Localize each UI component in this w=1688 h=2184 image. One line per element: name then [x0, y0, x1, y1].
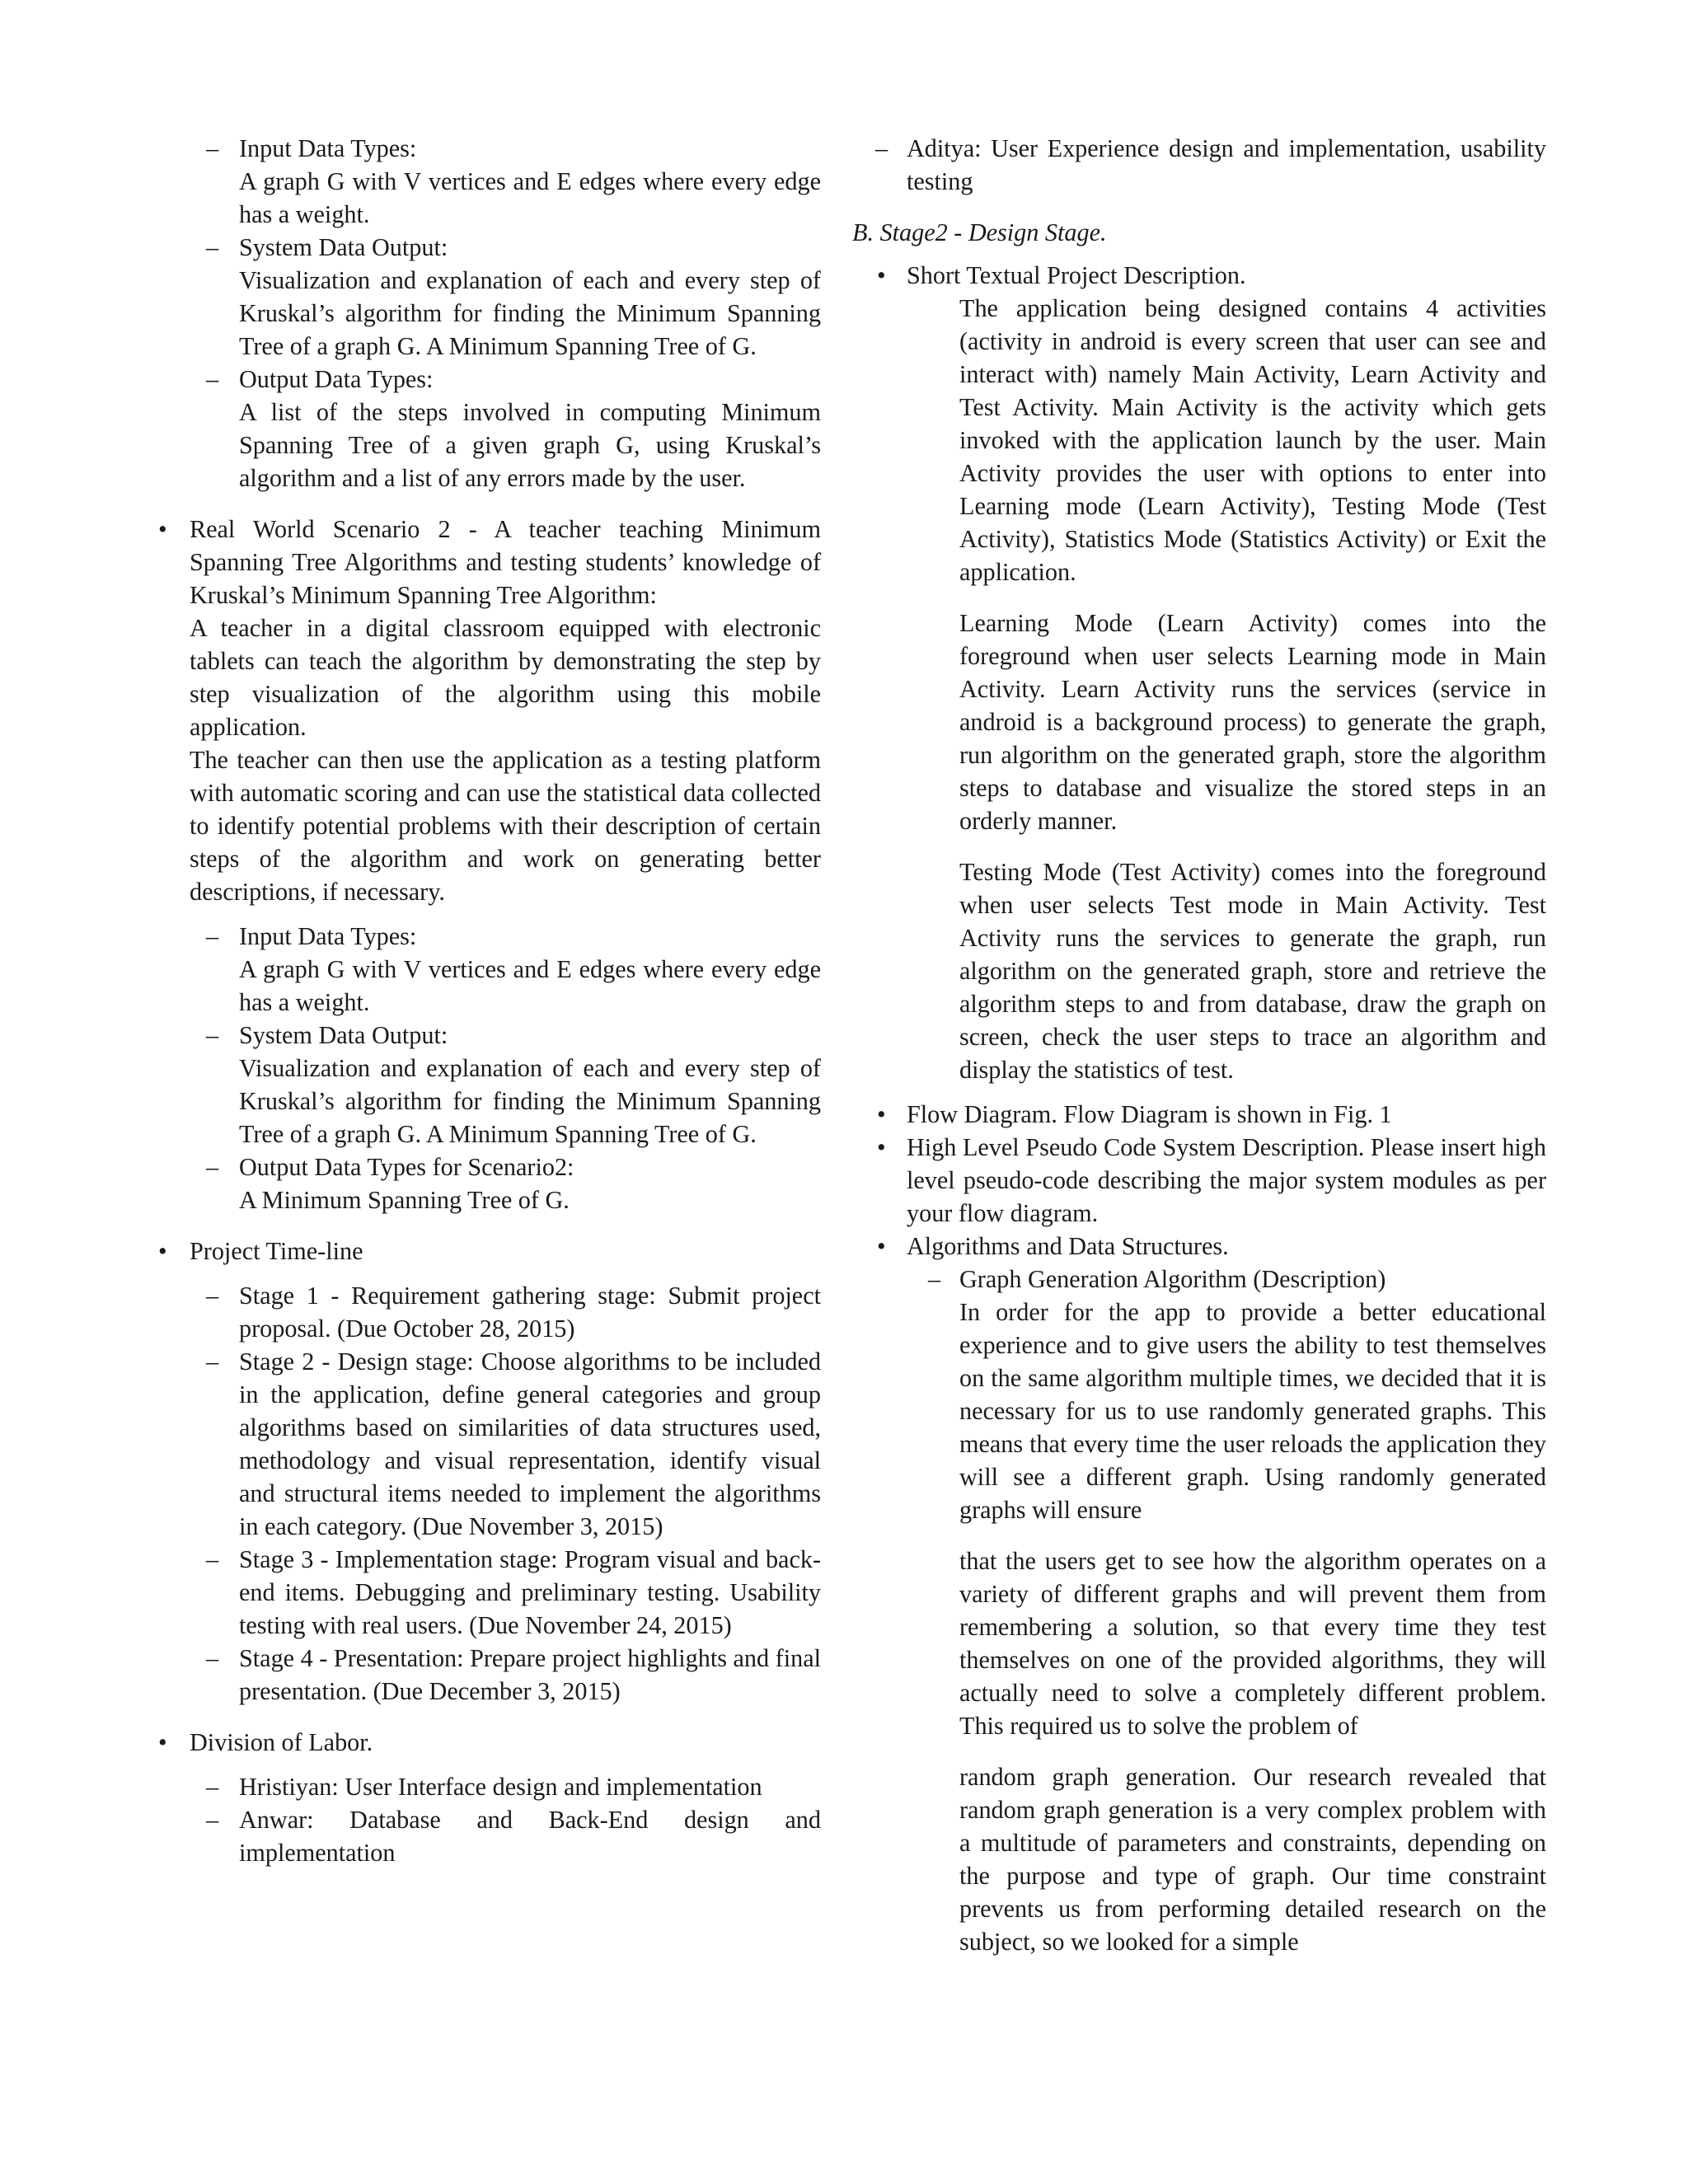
s1-input-label: Input Data Types: [239, 134, 417, 162]
right-column [852, 132, 1546, 1958]
labor-member-1 [155, 1770, 821, 1803]
s2-input-text: A graph G with V vertices and E edges where every edge has a weight. [239, 955, 821, 1016]
bullet-mark: • [158, 1728, 167, 1756]
desc-title: Short Textual Project Description. [907, 261, 1246, 289]
s1-input-item [155, 132, 821, 231]
s2-sysout-text: Visualization and explanation of each and every step of Kruskal’s algorithm for finding the Minimum Spanning Tree of a graph G. A Minimum Spanning Tree of G. [239, 1054, 821, 1148]
graph-gen-item [852, 1263, 1546, 1958]
scenario2-item [155, 513, 821, 908]
labor-text: Aditya: User Experience design and implementation, usability testing [907, 134, 1546, 195]
dash-mark: – [206, 922, 219, 950]
timeline-item [155, 1235, 821, 1268]
graph-gen-para3: random graph generation. Our research revealed that random graph generation is a very complex problem with a multitude of parameters and constraints, depending on the purpose and type of graph. Our time constraint prevents us from performing detailed research on the subject, so we looked for a simple [959, 1763, 1546, 1956]
dash-mark: – [928, 1265, 941, 1293]
s1-output-label: Output Data Types: [239, 365, 434, 393]
algos-item [852, 1230, 1546, 1263]
timeline-stage-4 [155, 1642, 821, 1708]
stage-text: Stage 4 - Presentation: Prepare project highlights and final presentation. (Due December 3, 2015) [239, 1644, 821, 1705]
dash-mark: – [206, 1153, 219, 1181]
pseudo-text: High Level Pseudo Code System Description. Please insert high level pseudo-code describing the major system modules as per your flow diagram. [907, 1133, 1546, 1227]
labor-item [155, 1726, 821, 1759]
bullet-mark: • [158, 1237, 167, 1265]
s1-sysout-item [155, 231, 821, 363]
bullet-mark: • [877, 1232, 886, 1260]
graph-gen-para2: that the users get to see how the algorithm operates on a variety of different graphs and will prevent them from remembering a solution, so that every time they test themselves on one of the provided algorithms, they will actually need to solve a completely different problem. This required us to solve the problem of [959, 1547, 1546, 1740]
bullet-mark: • [877, 261, 886, 289]
labor-text: Anwar: Database and Back-End design and implementation [239, 1806, 821, 1867]
dash-mark: – [206, 1806, 219, 1834]
bullet-mark: • [158, 515, 167, 543]
dash-mark: – [875, 134, 889, 162]
s1-input-text: A graph G with V vertices and E edges where every edge has a weight. [239, 167, 821, 228]
pseudo-item [852, 1131, 1546, 1230]
flow-item [852, 1098, 1546, 1131]
dash-mark: – [206, 1773, 219, 1801]
dash-mark: – [206, 365, 219, 393]
s1-output-text: A list of the steps involved in computing Minimum Spanning Tree of a given graph G, using Kruskal’s algorithm and a list of any errors made by the user. [239, 398, 821, 492]
timeline-stage-3 [155, 1543, 821, 1642]
stage-text: Stage 1 - Requirement gathering stage: Submit project proposal. (Due October 28, 2015) [239, 1282, 821, 1343]
s2-output-item [155, 1151, 821, 1216]
desc-para2: Learning Mode (Learn Activity) comes into the foreground when user selects Learning mode in Main Activity. Learn Activity runs the services (service in android is a background process) to generate the graph, run algorithm on the generated graph, store the algorithm steps to database and visualize the stored steps in an orderly manner. [959, 609, 1546, 835]
desc-item [852, 259, 1546, 292]
dash-mark: – [206, 233, 219, 261]
algos-title: Algorithms and Data Structures. [907, 1232, 1229, 1260]
s2-input-label: Input Data Types: [239, 922, 417, 950]
flow-text: Flow Diagram. Flow Diagram is shown in Fig. 1 [907, 1100, 1392, 1128]
scenario2-para2: The teacher can then use the application as a testing platform with automatic scoring and can use the statistical data collected to identify potential problems with their description of certain steps of the algorithm and work on generating better descriptions, if necessary. [190, 746, 821, 906]
s1-sysout-text: Visualization and explanation of each and every step of Kruskal’s algorithm for finding the Minimum Spanning Tree of a graph G. A Minimum Spanning Tree of G. [239, 266, 821, 360]
stage-text: Stage 2 - Design stage: Choose algorithms to be included in the application, define general categories and group algorithms based on similarities of data structures used, methodology and visual representation, identify visual and structural items needed to implement the algorithms in each category. (Due November 3, 2015) [239, 1347, 821, 1540]
labor-text: Hristiyan: User Interface design and implementation [239, 1773, 762, 1801]
timeline-title: Project Time-line [190, 1237, 363, 1265]
s2-output-label: Output Data Types for Scenario2: [239, 1153, 574, 1181]
desc-paragraphs [852, 292, 1546, 1086]
section-heading: B. Stage2 - Design Stage. [852, 218, 1107, 246]
s2-sysout-item [155, 1019, 821, 1151]
scenario2-para1: A teacher in a digital classroom equipped with electronic tablets can teach the algorithm by demonstrating the step by step visualization of the algorithm using this mobile application. [190, 614, 821, 741]
dash-mark: – [206, 1545, 219, 1573]
desc-para3: Testing Mode (Test Activity) comes into the foreground when user selects Test mode in Main Activity. Test Activity runs the services to generate the graph, run algorithm on the generated graph, store and retrieve the algorithm steps to and from database, draw the graph on screen, check the user steps to trace an algorithm and display the statistics of test. [959, 858, 1546, 1084]
scenario2-title: Real World Scenario 2 - A teacher teaching Minimum Spanning Tree Algorithms and testing students’ knowledge of Kruskal’s Minimum Spanning Tree Algorithm: [190, 515, 821, 609]
labor-title: Division of Labor. [190, 1728, 373, 1756]
graph-gen-title: Graph Generation Algorithm (Description) [959, 1265, 1386, 1293]
bullet-mark: • [877, 1100, 886, 1128]
dash-mark: – [206, 134, 219, 162]
s2-output-text: A Minimum Spanning Tree of G. [239, 1186, 570, 1214]
s2-input-item [155, 920, 821, 1019]
s2-sysout-label: System Data Output: [239, 1021, 448, 1049]
desc-para1: The application being designed contains 4 activities (activity in android is every screen that user can see and interact with) namely Main Activity, Learn Activity and Test Activity. Main Activity is the activity which gets invoked with the application launch by the user. Main Activity provides the user with options to enter into Learning mode (Learn Activity), Testing Mode (Test Activity), Statistics Mode (Statistics Activity) or Exit the application. [959, 294, 1546, 586]
timeline-stage-2 [155, 1345, 821, 1543]
s1-sysout-label: System Data Output: [239, 233, 448, 261]
graph-gen-para1: In order for the app to provide a better educational experience and to give users the ability to test themselves on the same algorithm multiple times, we decided that it is necessary for us to use randomly generated graphs. This means that every time the user reloads the application they will see a different graph. Using randomly generated graphs will ensure [959, 1298, 1546, 1524]
s1-output-item [155, 363, 821, 494]
labor-member-2 [155, 1803, 821, 1869]
dash-mark: – [206, 1021, 219, 1049]
stage-text: Stage 3 - Implementation stage: Program visual and back-end items. Debugging and preliminary testing. Usability testing with real users. (Due November 24, 2015) [239, 1545, 821, 1639]
dash-mark: – [206, 1347, 219, 1376]
left-column [155, 132, 821, 1869]
dash-mark: – [206, 1282, 219, 1310]
dash-mark: – [206, 1644, 219, 1672]
labor-member-3 [852, 132, 1546, 198]
bullet-mark: • [877, 1133, 886, 1161]
timeline-stage-1 [155, 1279, 821, 1345]
